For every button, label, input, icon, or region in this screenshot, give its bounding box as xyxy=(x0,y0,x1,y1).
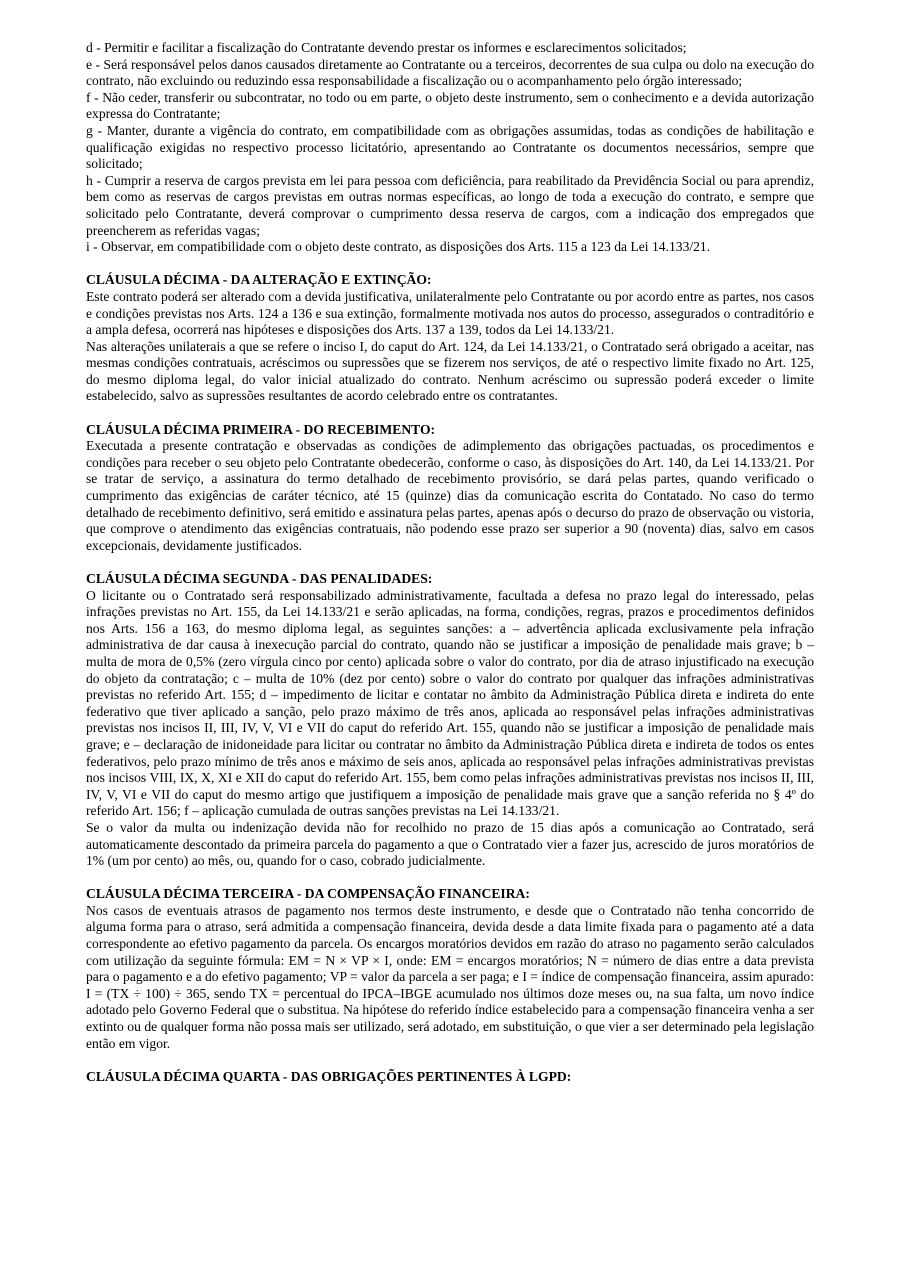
clause-decima-primeira xyxy=(86,422,814,555)
spacer xyxy=(86,554,814,571)
spacer xyxy=(86,405,814,422)
list-item: h - Cumprir a reserva de cargos prevista em lei para pessoa com deficiência, para reabilitado da Previdência Social ou para aprendiz, bem como as reservas de cargos previstas em outras normas específicas, ao longo de toda a execução do contrato, e sempre que solicitado pelo Contratante, deverá comprovar o cumprimento dessa reserva de cargos, com a indicação dos empregados que preencherem as referidas vagas; xyxy=(86,172,814,238)
clause-decima-segunda xyxy=(86,571,814,870)
list-item: g - Manter, durante a vigência do contrato, em compatibilidade com as obrigações assumidas, todas as condições de habilitação e qualificação exigidas no respectivo processo licitatório, apresentando ao Contratante os documentos necessários, sempre que solicitado; xyxy=(86,122,814,172)
clause-paragraph: O licitante ou o Contratado será responsabilizado administrativamente, facultada a defesa no prazo legal do interessado, pelas infrações previstas no Art. 155, da Lei 14.133/21 e serão aplicadas, na forma, condições, regras, prazos e procedimentos definidos nos Arts. 156 a 163, do mesmo diploma legal, as seguintes sanções: a – advertência aplicada exclusivamente pela infração administrativa de dar causa à inexecução parcial do contrato, quando não se justificar a imposição de penalidade mais grave; b – multa de mora de 0,5% (zero vírgula cinco por cento) aplicada sobre o valor do contrato, por dia de atraso injustificado na execução do objeto da contratação; c – multa de 10% (dez por cento) sobre o valor do contrato por qualquer das infrações administrativas previstas no referido Art. 155; d – impedimento de licitar e contatar no âmbito da Administração Pública direta e indireta do ente federativo que tiver aplicado a sanção, pelo prazo máximo de três anos, aplicada ao responsável pelas infrações administrativas previstas nos incisos II, III, IV, V, VI e VII do caput do referido Art. 155, quando não se justificar a imposição de penalidade mais grave; e – declaração de inidoneidade para licitar ou contratar no âmbito da Administração Pública direta e indireta de todos os entes federativos, pelo prazo mínimo de três anos e máximo de seis anos, aplicada ao responsável pelas infrações administrativas previstas nos incisos VIII, IX, X, XI e XII do caput do referido Art. 155, bem como pelas infrações administrativas previstas nos incisos II, III, IV, V, VI e VII do caput do mesmo artigo que justifiquem a imposição de penalidade mais grave que a sanção referida no § 4º do referido Art. 156; f – aplicação cumulada de outras sanções previstas na Lei 14.133/21. xyxy=(86,587,814,819)
clause-decima xyxy=(86,272,814,405)
list-item: f - Não ceder, transferir ou subcontratar, no todo ou em parte, o objeto deste instrumento, sem o conhecimento e a devida autorização expressa do Contratante; xyxy=(86,89,814,122)
clause-paragraph: Este contrato poderá ser alterado com a devida justificativa, unilateralmente pelo Contratante ou por acordo entre as partes, nos casos e condições previstas nos Arts. 124 a 136 e sua extinção, formalmente motivada nos autos do processo, assegurados o contraditório e a ampla defesa, ocorrerá nas hipóteses e disposições dos Arts. 137 a 139, todos da Lei 14.133/21. xyxy=(86,288,814,338)
clause-decima-terceira xyxy=(86,886,814,1052)
clause-heading: CLÁUSULA DÉCIMA TERCEIRA - DA COMPENSAÇÃO FINANCEIRA: xyxy=(86,886,530,902)
spacer xyxy=(86,256,814,273)
list-item: i - Observar, em compatibilidade com o objeto deste contrato, as disposições dos Arts. 115 a 123 da Lei 14.133/21. xyxy=(86,239,711,255)
clause-heading: CLÁUSULA DÉCIMA - DA ALTERAÇÃO E EXTINÇÃO: xyxy=(86,272,432,288)
clause-decima-quarta xyxy=(86,1069,814,1086)
list-item: e - Será responsável pelos danos causados diretamente ao Contratante ou a terceiros, decorrentes de sua culpa ou dolo na execução do contrato, não excluindo ou reduzindo essa responsabilidade a fiscalização ou o acompanhamento pelo órgão interessado; xyxy=(86,56,814,89)
obligations-list xyxy=(86,40,814,256)
clause-paragraph: Se o valor da multa ou indenização devida não for recolhido no prazo de 15 dias após a comunicação ao Contratado, será automaticamente descontado da primeira parcela do pagamento a que o Contratado vier a fazer jus, acrescido de juros moratórios de 1% (um por cento) ao mês, ou, quando for o caso, cobrado judicialmente. xyxy=(86,819,814,869)
list-item: d - Permitir e facilitar a fiscalização do Contratante devendo prestar os informes e esclarecimentos solicitados; xyxy=(86,40,687,55)
clause-paragraph: Nas alterações unilaterais a que se refere o inciso I, do caput do Art. 124, da Lei 14.133/21, o Contratado será obrigado a aceitar, nas mesmas condições contratuais, acréscimos ou supressões que se fizerem nos serviços, de até o respectivo limite fixado no Art. 125, do mesmo diploma legal, do valor inicial atualizado do contrato. Nenhum acréscimo ou supressão poderá exceder o limite estabelecido, salvo as supressões resultantes de acordo celebrado entre os contratantes. xyxy=(86,338,814,404)
spacer xyxy=(86,1052,814,1069)
clause-paragraph: Nos casos de eventuais atrasos de pagamento nos termos deste instrumento, e desde que o Contratado não tenha concorrido de alguma forma para o atraso, será admitida a compensação financeira, devida desde a data limite fixada para o pagamento até a data correspondente ao efetivo pagamento da parcela. Os encargos moratórios devidos em razão do atraso no pagamento serão calculados com utilização da seguinte fórmula: EM = N × VP × I, onde: EM = encargos moratórios; N = número de dias entre a data prevista para o pagamento e a do efetivo pagamento; VP = valor da parcela a ser paga; e I = índice de compensação financeira, assim apurado: I = (TX ÷ 100) ÷ 365, sendo TX = percentual do IPCA–IBGE acumulado nos últimos doze meses ou, na sua falta, um novo índice adotado pelo Governo Federal que o substitua. Na hipótese do referido índice estabelecido para a compensação financeira venha a ser extinto ou de qualquer forma não possa mais ser utilizado, será adotado, em substituição, o que vier a ser determinado pela legislação então em vigor. xyxy=(86,902,814,1051)
clause-heading: CLÁUSULA DÉCIMA QUARTA - DAS OBRIGAÇÕES PERTINENTES À LGPD: xyxy=(86,1068,572,1084)
clause-heading: CLÁUSULA DÉCIMA PRIMEIRA - DO RECEBIMENTO: xyxy=(86,421,436,437)
clause-heading: CLÁUSULA DÉCIMA SEGUNDA - DAS PENALIDADES: xyxy=(86,571,433,586)
clause-paragraph: Executada a presente contratação e observadas as condições de adimplemento das obrigações pactuadas, os procedimentos e condições para receber o seu objeto pelo Contratante obedecerão, conforme o caso, às disposições do Art. 140, da Lei 14.133/21. Por se tratar de serviço, a assinatura do termo detalhado de recebimento provisório, se dará pelas partes, quando verificado o cumprimento das exigências de caráter técnico, até 15 (quinze) dias da comunicação escrita do Contatado. No caso do termo detalhado de recebimento definitivo, será emitido e assinatura pelas partes, apenas após o decurso do prazo de observação ou vistoria, que comprove o atendimento das exigências contratuais, não podendo esse prazo ser superior a 90 (noventa) dias, salvo em casos excepcionais, devidamente justificados. xyxy=(86,438,814,553)
spacer xyxy=(86,870,814,887)
